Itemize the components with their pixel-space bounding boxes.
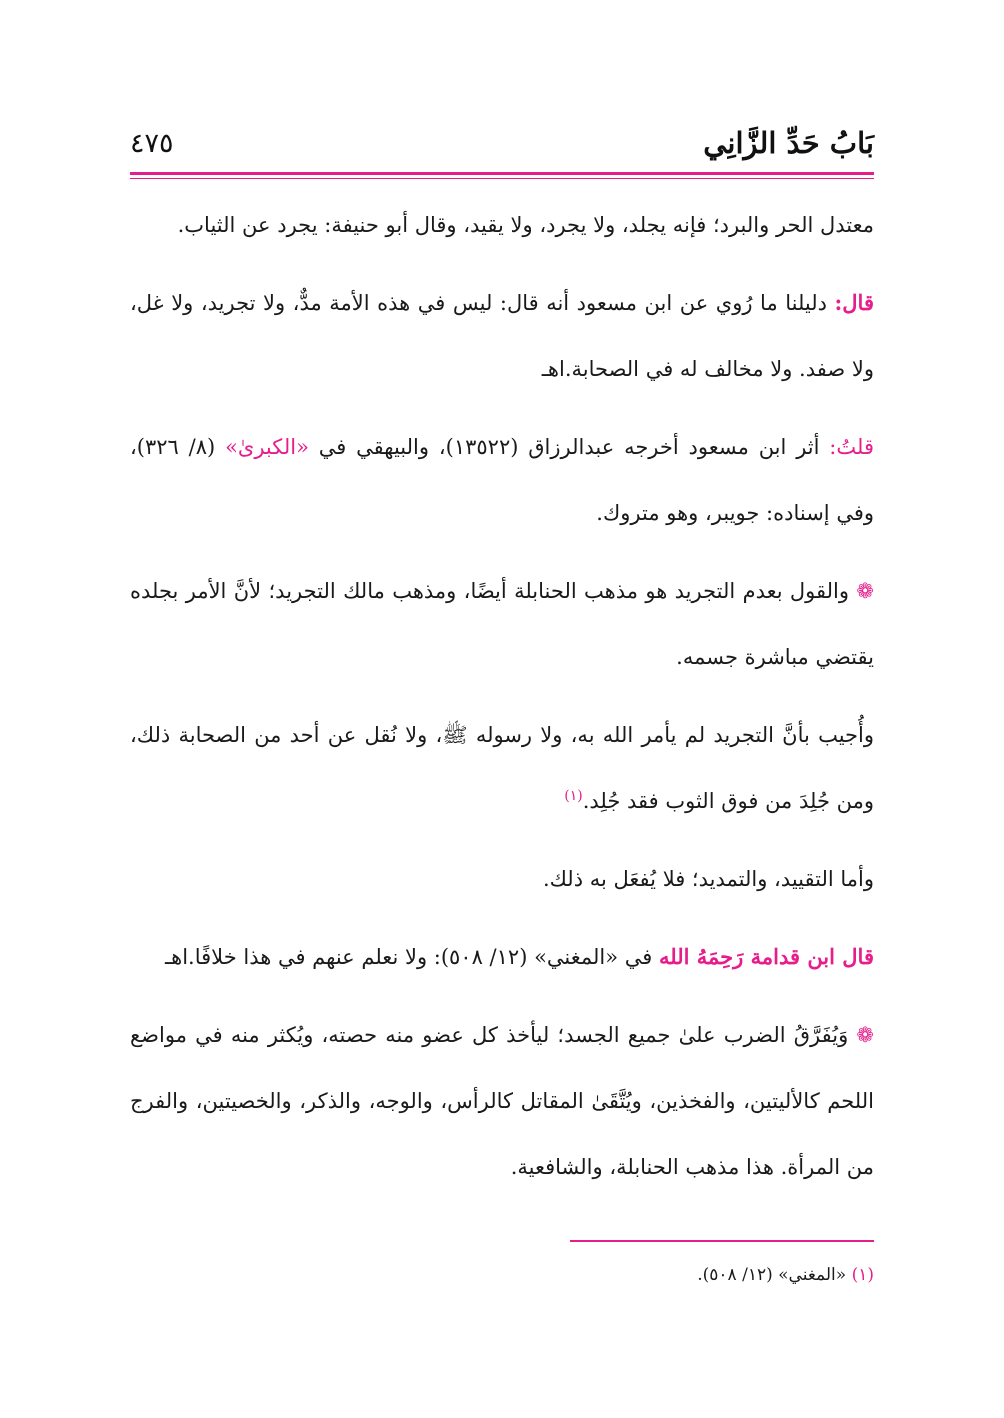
paragraph-7 — [130, 924, 874, 990]
header-rule-thin — [130, 178, 874, 179]
footnote — [130, 1260, 874, 1290]
paragraph-5-text: وأُجيب بأنَّ التجريد لم يأمر الله به، ولا رسوله ﷺ، ولا نُقل عن أحد من الصحابة ذلك، ومن جُلِدَ من فوق الثوب فقد جُلِد. — [130, 723, 874, 813]
paragraph-6 — [130, 846, 874, 912]
footnote-ref[interactable]: (١) — [564, 788, 583, 804]
book-title: «الكبرىٰ» — [225, 435, 309, 459]
qala-label: قال: — [834, 290, 874, 315]
footnote-text: «المغني» (١٢/ ٥٠٨). — [697, 1265, 852, 1285]
header-rule-thick — [130, 172, 874, 175]
paragraph-7-text: في «المغني» (١٢/ ٥٠٨): ولا نعلم عنهم في هذا خلافًا.اهـ — [165, 945, 660, 969]
footnote-rule — [570, 1240, 874, 1242]
paragraph-8-text: وَيُفَرَّقُ الضرب علىٰ جميع الجسد؛ ليأخذ كل عضو منه حصته، ويُكثر منه في مواضع اللحم كالأليتين، والفخذين، ويُتَّقَىٰ المقاتل كالرأس، والوجه، والذكر، والخصيتين، والفرج من المرأة. هذا مذهب الحنابلة، والشافعية. — [130, 1023, 874, 1179]
page-header — [130, 118, 874, 168]
footnote-number: (١) — [851, 1265, 874, 1285]
paragraph-2-text: دليلنا ما رُوي عن ابن مسعود أنه قال: ليس في هذه الأمة مدٌّ، ولا تجريد، ولا غل، ولا صفد. ولا مخالف له في الصحابة.اهـ — [130, 291, 874, 381]
paragraph-1-text: معتدل الحر والبرد؛ فإنه يجلد، ولا يجرد، ولا يقيد، وقال أبو حنيفة: يجرد عن الثياب. — [177, 213, 874, 237]
paragraph-1 — [130, 192, 874, 258]
chapter-title: بَابُ حَدِّ الزَّانِي — [703, 126, 874, 160]
paragraph-8 — [130, 1002, 874, 1200]
paragraph-3-text-a: أثر ابن مسعود أخرجه عبدالرزاق (١٣٥٢٢)، والبيهقي في — [308, 435, 830, 459]
ibn-qudama-label: قال ابن قدامة رَحِمَهُ الله — [659, 944, 874, 969]
flower-icon: ❁ — [856, 579, 874, 603]
qultu-label: قلتُ: — [829, 435, 874, 459]
paragraph-5 — [130, 702, 874, 834]
paragraph-6-text: وأما التقييد، والتمديد؛ فلا يُفعَل به ذلك. — [542, 867, 874, 891]
paragraph-3 — [130, 414, 874, 546]
paragraph-4-text: والقول بعدم التجريد هو مذهب الحنابلة أيضًا، ومذهب مالك التجريد؛ لأنَّ الأمر بجلده يقتضي مباشرة جسمه. — [130, 579, 874, 669]
paragraph-2 — [130, 270, 874, 402]
paragraph-3-text-b: (٨/ ٣٢٦)، وفي إسناده: جويبر، وهو متروك. — [130, 435, 874, 525]
paragraph-4 — [130, 558, 874, 690]
flower-icon: ❁ — [856, 1023, 874, 1047]
main-text — [130, 192, 874, 1212]
page-number: ٤٧٥ — [130, 127, 174, 159]
